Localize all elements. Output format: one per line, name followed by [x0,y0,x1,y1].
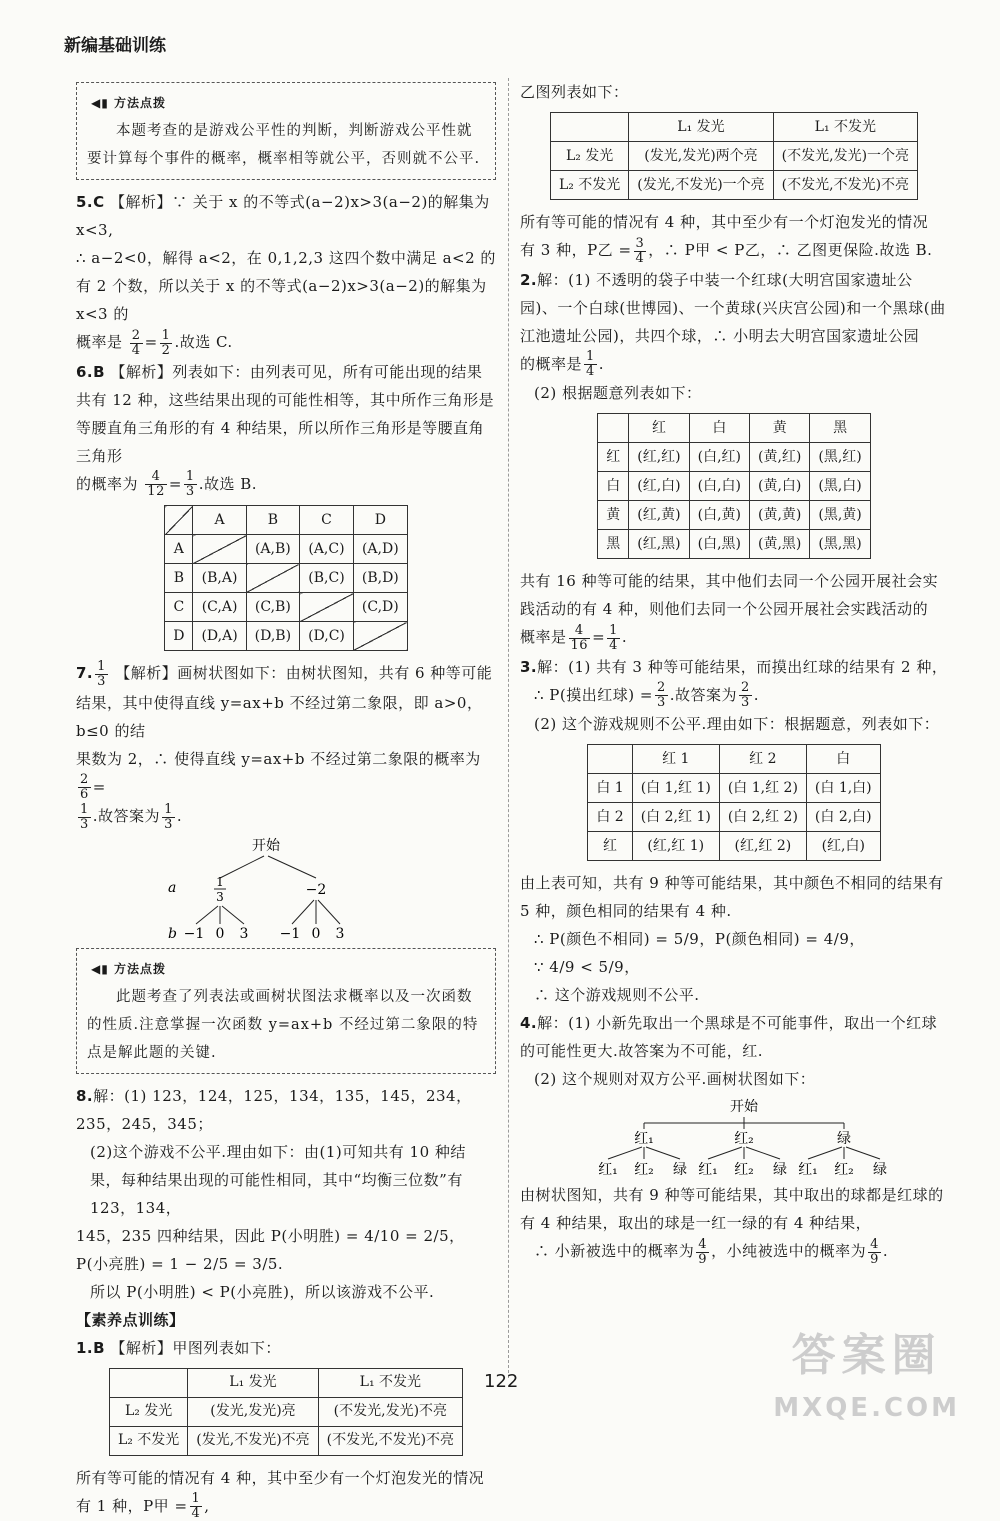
q7-line3: $\frac{1}{3}$ .故答案为 $\frac{1}{3}$ . [76,802,496,832]
tree-node: 3 [216,890,224,904]
table-cell: (黄,黄) [750,501,810,530]
table-cell: (白 2,红 2) [719,803,806,832]
table-cell: (白,黄) [689,501,749,530]
table-cell: (C,A) [193,593,246,622]
table-header-cell: L₁ 不发光 [318,1368,462,1397]
table-cell: (黄,红) [750,443,810,472]
q8-line4: 所以 P(小明胜) < P(小亮胜)，所以该游戏不公平. [76,1278,496,1306]
table-cell: (发光,不发光)不亮 [188,1426,318,1455]
table-cell: (黑,黄) [810,501,870,530]
tree-node: 红₁ [634,1131,654,1147]
s3-line3: (2) 这个游戏规则不公平.理由如下：根据题意，列表如下： [520,710,948,738]
table-header-cell [598,414,629,443]
s3-line7: ∴ 这个游戏规则不公平. [520,981,948,1009]
s4-line1: 解：(1) 小新先取出一个黑球是不可能事件，取出一个红球的可能性更大.故答案为不可能，红. [520,1014,937,1060]
skill-question-1 [76,1334,496,1521]
fraction: $\frac{1}{2}$ [160,329,173,358]
s1c-line2: 所有等可能的情况有 4 种，其中至少有一个灯泡发光的情况 [520,208,948,236]
table-cell: B [165,564,193,593]
fraction: $\frac{1}{3}$ [95,660,108,689]
table-row [588,832,880,861]
fraction: $\frac{4}{12}$ [145,470,167,499]
table-cell: (白 2,白) [806,803,880,832]
tip-title: ◀▮ 方法点拨 [87,89,170,117]
table-cell: (发光,发光)亮 [188,1397,318,1426]
table-cell: (C,B) [246,593,299,622]
tree-leaf: 3 [240,926,249,942]
question-5 [76,188,496,358]
s1c-line1: 乙图列表如下： [520,78,948,106]
table-cell: (发光,不发光)一个亮 [629,171,773,200]
table-cell: 黑 [598,530,629,559]
fraction: $\frac{2}{4}$ [130,329,143,358]
right-column [520,78,948,1267]
tree-root: 开始 [252,838,281,854]
question-number: 4. [520,1014,537,1032]
table-cell: (不发光,发光)一个亮 [773,142,917,171]
question-number: 1.B [76,1339,105,1357]
table-header-cell: 红 1 [632,745,719,774]
fraction: $\frac{1}{3}$ [78,803,91,832]
s2-line1: 解：(1) 不透明的袋子中装一个红球(大明宫国家遗址公园)、一个白球(世博园)、一个黄球(兴庆宫公园)和一个黑球(曲江池遗址公园)，共四个球，∴ 小明去大明宫国家遗址公园 [520,271,946,345]
fraction: $\frac{3}{4}$ [634,237,647,266]
tree-node: 1 [216,875,224,889]
s3-line1: 解：(1) 共有 3 种等可能结果，而摸出红球的结果有 2 种， [537,658,947,676]
table-row [550,142,917,171]
table-row [165,564,408,593]
table-cell: (红,黑) [629,530,689,559]
tree-leaf: 0 [216,926,225,942]
page-header: 新编基础训练 [64,34,166,60]
s1-jia-table [109,1368,463,1456]
table-cell: (黄,黑) [750,530,810,559]
table-header-cell: A [193,506,246,535]
table-cell: 白 [598,472,629,501]
s3-line2: ∴ P(摸出红球) = $\frac{2}{3}$ .故答案为 $\frac{2}{3}$ . [520,681,948,711]
table-cell: (A,C) [300,535,354,564]
s1-line1: 【解析】甲图列表如下： [110,1339,281,1357]
watermark-domain: MXQE.COM [773,1389,960,1428]
speaker-icon: ◀▮ [91,96,109,110]
tree-root: 开始 [730,1099,759,1115]
table-cell: L₂ 不发光 [109,1426,187,1455]
tree-leaf: 0 [312,926,321,942]
question-number: 7. [76,664,93,682]
table-header-row [588,745,880,774]
tree-leaf: 红₂ [834,1162,854,1177]
table-cell: (发光,发光)两个亮 [629,142,773,171]
question-number: 3. [520,658,537,676]
s2-line2: 的概率是 $\frac{1}{4}$ . [520,350,948,380]
table-cell: (白 1,红 1) [632,774,719,803]
s1-line2: 所有等可能的情况有 4 种，其中至少有一个灯泡发光的情况 [76,1464,496,1492]
q8-line2: (2)这个游戏不公平.理由如下：由(1)可知共有 10 种结果，每种结果出现的可能性相同，其中“均衡三位数”有 123，134， [76,1138,496,1222]
fraction: $\frac{4}{9}$ [696,1238,709,1267]
tree-label-a: a [168,880,176,896]
fraction: $\frac{2}{3}$ [655,681,668,710]
fraction: $\frac{2}{6}$ [78,773,91,802]
question-number: 6.B [76,363,105,381]
tree-leaf: −1 [184,926,205,942]
fraction: $\frac{1}{4}$ [607,624,620,653]
table-row [598,501,871,530]
tree-node: 红₂ [734,1131,754,1147]
table-cell: (黄,白) [750,472,810,501]
s3-table [587,744,880,861]
tree-node: 绿 [837,1131,851,1147]
tree-leaf: 绿 [773,1162,787,1177]
table-header-cell: 黑 [810,414,870,443]
table-header-cell: C [300,506,354,535]
table-cell: 红 [588,832,632,861]
question-number: 2. [520,271,537,289]
skill-question-1-cont [520,78,948,266]
table-header-cell: D [353,506,407,535]
table-cell: (红,白) [629,472,689,501]
skill-question-2 [520,266,948,653]
q8-line3: 145，235 四种结果，因此 P(小明胜) = 4/10 = 2/5，P(小亮胜) = 1 − 2/5 = 3/5. [76,1222,496,1278]
fraction: $\frac{1}{3}$ [184,470,197,499]
tree-label-b: b [168,926,177,942]
table-header-row [550,113,917,142]
speaker-icon: ◀▮ [91,962,109,976]
left-column [76,78,496,1521]
tree-leaf: 红₂ [734,1162,754,1177]
table-cell: (红,黄) [629,501,689,530]
q7-tree-diagram [156,836,416,944]
s4-tree-diagram [544,1097,924,1177]
fraction: $\frac{1}{4}$ [584,350,597,379]
table-row [165,535,408,564]
q7-line1: 【解析】画树状图如下：由树状图知，共有 6 种等可能结果，其中使得直线 y=ax+b 不经过第二象限，即 a>0，b≤0 的结 [76,664,492,740]
skill-question-4 [520,1009,948,1267]
table-row [598,472,871,501]
table-cell: (白 2,红 1) [632,803,719,832]
question-8 [76,1082,496,1306]
s2-line4: 共有 16 种等可能的结果，其中他们去同一个公园开展社会实践活动的有 4 种，则他们去同一个公园开展社会实践活动的 [520,567,948,623]
table-header-cell [588,745,632,774]
table-cell: (D,C) [300,622,354,651]
s1c-line3: 有 3 种，P乙 = $\frac{3}{4}$ ，∴ P甲 < P乙，∴ 乙图更保险.故选 B. [520,236,948,266]
table-header-cell [550,113,628,142]
s4-line2: (2) 这个规则对双方公平.画树状图如下： [520,1065,948,1093]
watermark [773,1323,960,1428]
table-header-cell: L₁ 不发光 [773,113,917,142]
s2-line5: 概率是 $\frac{4}{16}$ = $\frac{1}{4}$ . [520,623,948,653]
tree-leaf: 红₁ [598,1162,618,1177]
s4-line3: 由树状图知，共有 9 种等可能结果，其中取出的球都是红球的有 4 种结果，取出的球是一红一绿的有 4 种结果， [520,1181,948,1237]
table-cell: (白 1,红 2) [719,774,806,803]
table-cell: (红,红) [629,443,689,472]
table-header-row [109,1368,462,1397]
method-tip-box [76,948,496,1074]
table-cell [246,564,299,593]
table-row [588,774,880,803]
fraction: $\frac{2}{3}$ [739,681,752,710]
s2-table [597,413,871,559]
table-cell: (B,A) [193,564,246,593]
question-6 [76,358,496,652]
table-cell: 白 2 [588,803,632,832]
tree-leaf: 红₁ [698,1162,718,1177]
s3-line4: 由上表可知，共有 9 种等可能结果，其中颜色不相同的结果有 5 种，颜色相同的结果有 4 种. [520,869,948,925]
table-cell: L₂ 不发光 [550,171,628,200]
column-divider [508,78,509,1378]
table-cell [193,535,246,564]
table-header-cell: 红 [629,414,689,443]
tree-leaf: 红₂ [634,1162,654,1177]
table-cell: (白 1,白) [806,774,880,803]
table-header-cell [165,506,193,535]
tip-text: 本题考查的是游戏公平性的判断，判断游戏公平性就要计算每个事件的概率，概率相等就公平，否则就不公平. [87,117,485,173]
tree-leaf: −1 [280,926,301,942]
table-row [598,443,871,472]
q5-line3: 概率是 $\frac{2}{4}$ = $\frac{1}{2}$ .故选 C. [76,328,496,358]
table-cell: (B,C) [300,564,354,593]
skill-question-3 [520,653,948,1010]
table-cell [300,593,354,622]
table-cell: (红,红 1) [632,832,719,861]
table-header-cell: B [246,506,299,535]
method-tip-box [76,82,496,180]
table-cell: (A,B) [246,535,299,564]
tree-node: −2 [306,882,327,898]
table-cell: (白,白) [689,472,749,501]
question-number: 5.C [76,193,105,211]
s3-line6: ∵ 4/9 < 5/9， [520,953,948,981]
watermark-logo: 答案圈 [773,1323,960,1389]
fraction: $\frac{1}{3}$ [162,803,175,832]
s1-line3: 有 1 种，P甲 = $\frac{1}{4}$ , [76,1492,496,1521]
table-cell: 黄 [598,501,629,530]
table-cell: (不发光,不发光)不亮 [773,171,917,200]
table-cell: (不发光,发光)不亮 [318,1397,462,1426]
table-header-row [598,414,871,443]
question-number: 8. [76,1087,93,1105]
q5-line1: 【解析】∵ 关于 x 的不等式(a−2)x>3(a−2)的解集为 x<3, [76,193,490,239]
table-cell: C [165,593,193,622]
table-cell: L₂ 发光 [109,1397,187,1426]
table-cell: D [165,622,193,651]
tree-leaf: 红₁ [798,1162,818,1177]
table-cell [353,622,407,651]
table-row [165,593,408,622]
fraction: $\frac{4}{16}$ [569,624,591,653]
fraction: $\frac{4}{9}$ [868,1238,881,1267]
table-cell: (C,D) [353,593,407,622]
table-cell: 红 [598,443,629,472]
table-header-cell: 白 [689,414,749,443]
table-row [588,803,880,832]
table-cell: (D,B) [246,622,299,651]
table-cell: 白 1 [588,774,632,803]
table-header-cell: L₁ 发光 [188,1368,318,1397]
table-cell: L₂ 发光 [550,142,628,171]
s3-line5: ∴ P(颜色不相同) = 5/9，P(颜色相同) = 4/9， [520,925,948,953]
q6-line2: 的概率为 $\frac{4}{12}$ = $\frac{1}{3}$ .故选 B. [76,470,496,500]
table-row [109,1426,462,1455]
tree-leaf: 绿 [873,1162,887,1177]
s4-line4: ∴ 小新被选中的概率为 $\frac{4}{9}$ ，小纯被选中的概率为 $\frac{4}{9}$ . [520,1237,948,1267]
table-cell: (A,D) [353,535,407,564]
q8-line1: 解：(1) 123，124，125，134，135，145，234，235，245，345； [76,1087,472,1133]
q6-table [164,505,408,651]
table-row [165,622,408,651]
tip-text: 此题考查了列表法或画树状图法求概率以及一次函数的性质.注意掌握一次函数 y=ax+b 不经过第二象限的特点是解此题的关键. [87,983,485,1067]
table-header-cell [109,1368,187,1397]
table-row [550,171,917,200]
table-row [109,1397,462,1426]
section-heading: 【素养点训练】 [76,1306,496,1334]
q5-line2: ∴ a−2<0，解得 a<2，在 0,1,2,3 这四个数中满足 a<2 的有 2 个数，所以关于 x 的不等式(a−2)x>3(a−2)的解集为 x<3 的 [76,244,496,328]
tree-leaf: 3 [336,926,345,942]
s1-yi-table [550,112,918,200]
fraction: $\frac{1}{4}$ [190,1492,203,1521]
table-cell: (黑,黑) [810,530,870,559]
page-number: 122 [484,1368,518,1395]
table-cell: (D,A) [193,622,246,651]
q6-line1: 【解析】列表如下：由列表可见，所有可能出现的结果共有 12 种，这些结果出现的可能性相等，其中所作三角形是等腰直角三角形的有 4 种结果，所以所作三角形是等腰直角三角形 [76,363,494,465]
table-header-row [165,506,408,535]
tree-leaf: 绿 [673,1162,687,1177]
table-cell: (B,D) [353,564,407,593]
table-header-cell: 白 [806,745,880,774]
table-cell: (黑,红) [810,443,870,472]
table-cell: (红,白) [806,832,880,861]
table-cell: (黑,白) [810,472,870,501]
table-cell: (红,红 2) [719,832,806,861]
table-cell: (不发光,不发光)不亮 [318,1426,462,1455]
q7-line2: 果数为 2，∴ 使得直线 y=ax+b 不经过第二象限的概率为 $\frac{2}{6}$ = [76,745,496,803]
table-cell: (白,黑) [689,530,749,559]
table-cell: A [165,535,193,564]
table-header-cell: 红 2 [719,745,806,774]
table-cell: (白,红) [689,443,749,472]
question-7 [76,659,496,944]
table-header-cell: L₁ 发光 [629,113,773,142]
table-header-cell: 黄 [750,414,810,443]
table-row [598,530,871,559]
s2-line3: (2) 根据题意列表如下： [520,379,948,407]
tip-title: ◀▮ 方法点拨 [87,955,170,983]
